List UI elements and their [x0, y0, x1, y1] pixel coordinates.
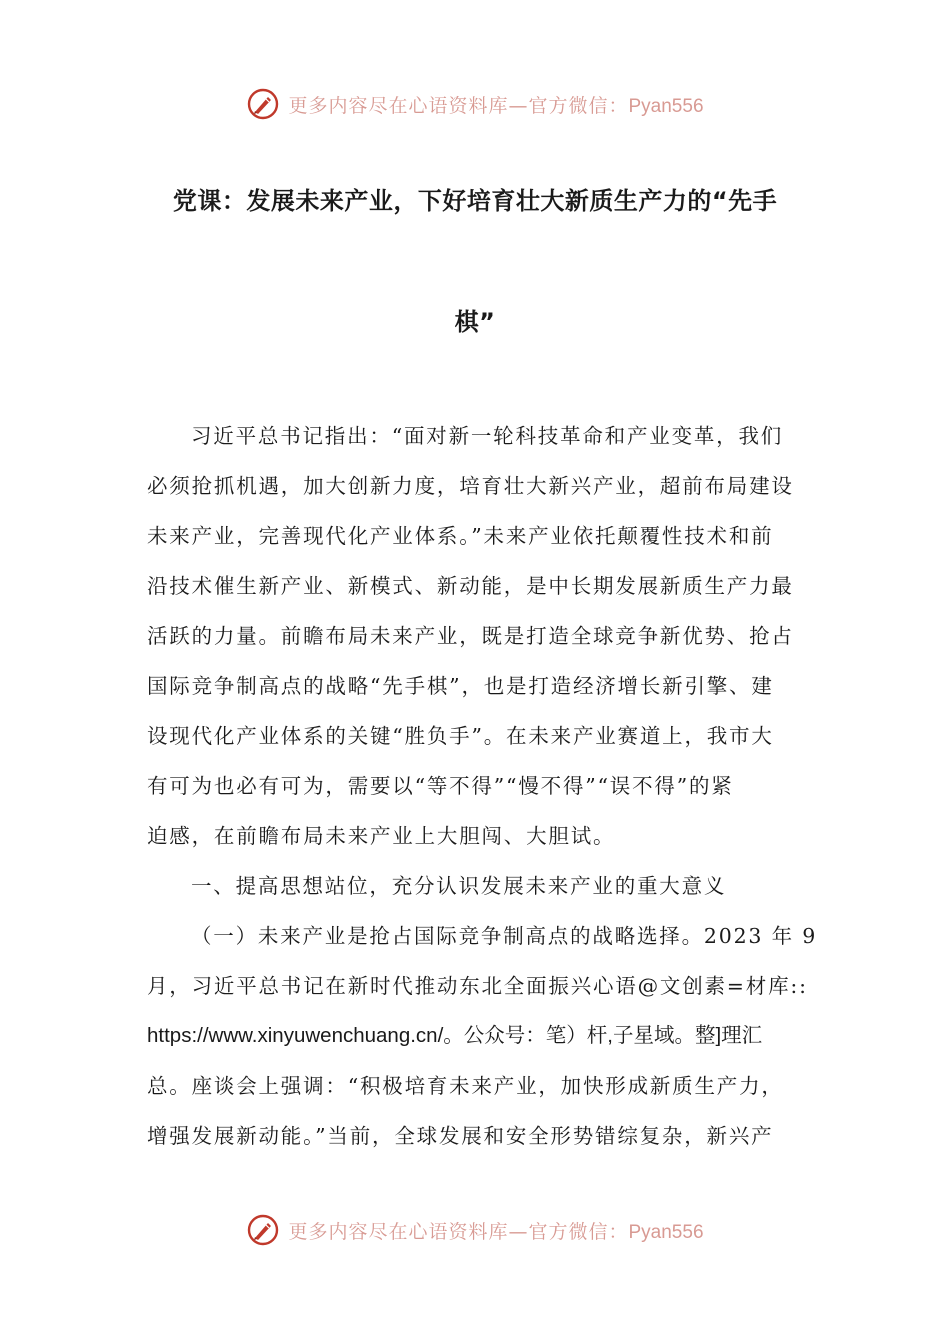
text-line: 未来产业，完善现代化产业体系。”未来产业依托颠覆性技术和前: [147, 524, 774, 548]
watermark-text: 更多内容尽在心语资料库—官方微信：Pyan556: [288, 94, 704, 117]
text-line-url: https://www.xinyuwenchuang.cn/。公众号：笔）杆,子星域。整]理汇: [147, 1024, 763, 1047]
pen-logo-icon: [246, 87, 280, 121]
text-line: 月，习近平总书记在新时代推动东北全面振兴心语@文创素=材库::: [147, 974, 808, 998]
text-line: 沿技术催生新产业、新模式、新动能，是中长期发展新质生产力最: [147, 574, 794, 598]
text-line: 设现代化产业体系的关键“胜负手”。在未来产业赛道上，我市大: [147, 724, 774, 748]
text-line: 总。座谈会上强调：“积极培育未来产业，加快形成新质生产力，: [147, 1074, 784, 1098]
text-line: 必须抢抓机遇，加大创新力度，培育壮大新兴产业，超前布局建设: [147, 474, 794, 498]
page-title-line-2: 棋”: [454, 308, 496, 336]
text-line: 国际竞争制高点的战略“先手棋”，也是打造经济增长新引擎、建: [147, 674, 774, 698]
watermark-text: 更多内容尽在心语资料库—官方微信：Pyan556: [288, 1220, 704, 1243]
text-line: 迫感，在前瞻布局未来产业上大胆闯、大胆试。: [147, 824, 616, 848]
watermark-banner-bottom: [0, 1210, 950, 1250]
watermark-banner-top: [0, 84, 950, 124]
page-title-line-1: 党课：发展未来产业，下好培育壮大新质生产力的“先手: [172, 187, 778, 215]
text-line: （一）未来产业是抢占国际竞争制高点的战略选择。2023 年 9: [191, 924, 818, 948]
text-line: 活跃的力量。前瞻布局未来产业，既是打造全球竞争新优势、抢占: [147, 624, 794, 648]
article-body: [147, 416, 818, 1166]
text-line: 增强发展新动能。”当前，全球发展和安全形势错综复杂，新兴产: [147, 1124, 774, 1148]
section-heading: 一、提高思想站位，充分认识发展未来产业的重大意义: [191, 874, 727, 898]
text-line: 习近平总书记指出：“面对新一轮科技革命和产业变革，我们: [191, 424, 784, 448]
pen-logo-icon: [246, 1213, 280, 1247]
text-line: 有可为也必有可为，需要以“等不得”“慢不得”“误不得”的紧: [147, 774, 734, 798]
